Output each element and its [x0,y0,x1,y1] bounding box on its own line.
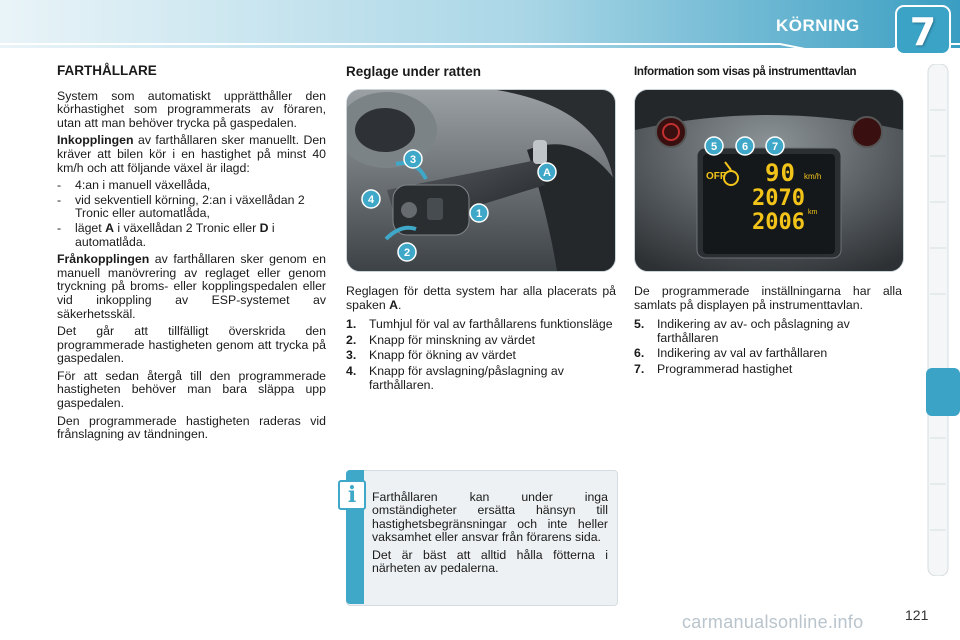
list-item: 2. Knapp för minskning av värdet [346,332,536,347]
condition-item: - vid sekventiell körning, 2:an i växellådan 2 Tronic eller automatlåda, [57,192,305,221]
display-callouts [634,89,902,270]
callout-6: 6 [741,141,749,153]
disengage-term: Frånkopplingen [57,252,150,267]
condition-item: - 4:an i manuell växellåda, [57,178,211,193]
side-tabs [924,64,960,576]
page-header [0,0,960,58]
info-paragraph: Det är bäst att alltid hålla fötterna i närheten av pedalerna. [372,547,608,576]
list-item: 1. Tumhjul för val av farthållarens funktionsläge [346,317,613,332]
list-item: 6. Indikering av val av farthållaren [634,346,828,361]
right-column-text [634,285,902,379]
section-title-instrument-display: Information som visas på instrumenttavlan [634,66,857,78]
list-item: 3. Knapp för ökning av värdet [346,348,516,363]
return-paragraph: För att sedan återgå till den programmerade hastigheten behöver man bara släppa upp gaspedalen. [57,368,326,411]
middle-column-text [346,285,616,394]
erase-paragraph: Den programmerade hastigheten raderas vid frånslagning av tändningen. [57,413,326,442]
display-odometer-1: 2070 [752,186,805,211]
info-icon: i [338,480,366,510]
active-chapter-tab[interactable] [926,368,960,416]
display-speed: 90 [765,159,796,187]
chapter-title: KÖRNING [776,16,860,35]
list-item: 5. Indikering av av- och påslagning av farthållaren [634,317,850,345]
display-speed-unit: km/h [804,172,822,181]
display-km-unit: km [808,209,818,216]
engage-paragraph: Inkopplingen av farthållaren sker manuellt. Den kräver att bilen kör i en hastighet på minst 40 km/h och att följande växel är ilagd: [57,133,327,175]
controls-intro: Reglagen för detta system har alla placerats på spaken A. [346,284,616,312]
section-title-cruise-control: FARTHÅLLARE [57,63,157,78]
info-box-text [372,491,608,579]
section-title-steering-controls: Reglage under ratten [346,64,482,79]
chapter-number: 7 [909,10,937,54]
callout-5: 5 [710,141,718,153]
callout-2: 2 [403,247,411,259]
intro-paragraph: System som automatiskt upprätthåller den körhastighet som programmerats av föraren, utan att man behöver trycka på gaspedalen. [57,88,326,130]
list-item: 7. Programmerad hastighet [634,361,793,376]
callout-1: 1 [475,208,483,220]
callout-3: 3 [409,154,417,166]
page-number: 121 [905,607,929,623]
override-paragraph: Det går att tillfälligt överskrida den programmerade hastigheten genom att trycka på gaspedalen. [57,324,326,366]
left-column [57,64,326,446]
display-odometer-2: 2006 [752,210,805,235]
display-intro: De programmerade inställningarna har alla samlats på displayen på instrumenttavlan. [634,284,902,312]
stalk-callouts [346,89,614,270]
callout-4: 4 [367,194,375,206]
disengage-paragraph: Frånkopplingen av farthållaren sker genom en manuell manövrering av reglaget eller genom tryckning på broms- eller kopplingspedalen eller vid inkoppling av ESP-systemet av säkerhetsskäl. [57,252,327,321]
list-item: 4. Knapp för avslagning/påslagning av farthållaren. [346,363,564,392]
callout-7: 7 [771,141,779,153]
display-off-label: OFF [706,171,726,182]
condition-item: - läget A i växellådan 2 Tronic eller D i automatlåda. [57,220,275,249]
info-paragraph: Farthållaren kan under inga omständigheter ersätta hänsyn till hastighetsbegränsningar och inte heller vaksamhet eller ansvar från förarens sida. [372,490,608,545]
callout-a: A [543,167,551,179]
watermark: carmanualsonline.info [682,612,864,632]
engage-term: Inkopplingen [57,133,134,148]
